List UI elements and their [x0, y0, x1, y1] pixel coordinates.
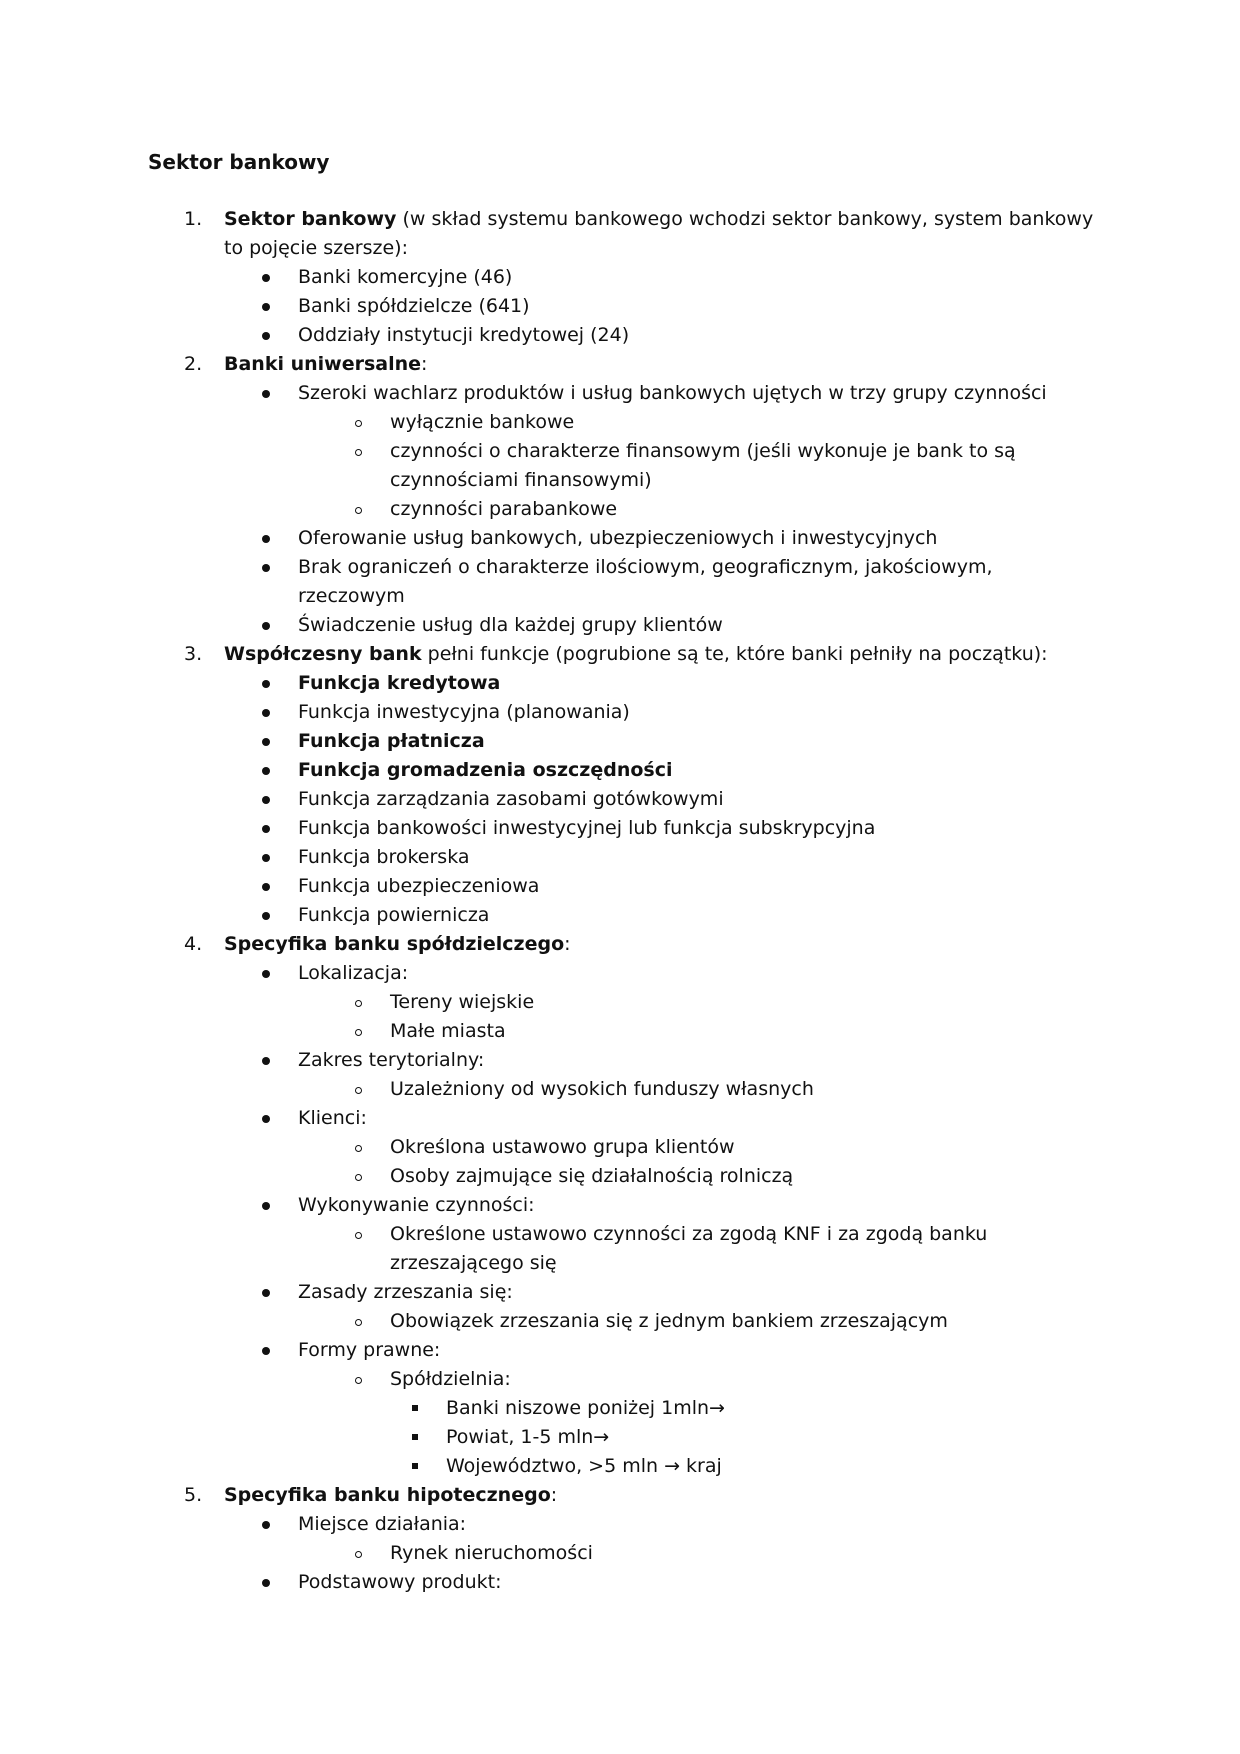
- sub-sub-item: Banki niszowe poniżej 1mln→: [446, 1397, 725, 1419]
- circle-bullet-icon: [355, 449, 362, 456]
- section-text: :: [421, 353, 428, 375]
- bullet-icon: [262, 912, 270, 920]
- sub-item: Małe miasta: [390, 1020, 506, 1042]
- section-bold: Specyfika banku hipotecznego: [224, 1484, 551, 1506]
- bullet-icon: [262, 390, 270, 398]
- section-number: 4.: [184, 933, 203, 955]
- sub-sub-item: Województwo, >5 mln → kraj: [446, 1455, 722, 1477]
- list-item: Funkcja brokerska: [298, 846, 470, 868]
- section-text: :: [564, 933, 571, 955]
- list-item: Wykonywanie czynności:: [298, 1194, 535, 1216]
- section-text: (w skład systemu bankowego wchodzi sektor bankowy, system bankowy: [396, 208, 1094, 230]
- section-bold: Sektor bankowy: [224, 208, 397, 230]
- section-bold: Specyfika banku spółdzielczego: [224, 933, 565, 955]
- bullet-icon: [262, 535, 270, 543]
- circle-bullet-icon: [355, 1000, 362, 1007]
- section-number: 5.: [184, 1484, 203, 1506]
- sub-item: wyłącznie bankowe: [390, 411, 575, 433]
- bullet-icon: [262, 622, 270, 630]
- list-item: Banki komercyjne (46): [298, 266, 513, 288]
- list-item: Klienci:: [298, 1107, 367, 1129]
- bullet-icon: [262, 970, 270, 978]
- bullet-icon: [262, 796, 270, 804]
- sub-item: czynności o charakterze finansowym (jeśli wykonuje je bank to są: [390, 440, 1016, 462]
- section-3-heading: [184, 640, 1048, 669]
- bullet-icon: [262, 1115, 270, 1123]
- list-item: Zasady zrzeszania się:: [298, 1281, 513, 1303]
- list-item: Szeroki wachlarz produktów i usług bankowych ujętych w trzy grupy czynności: [298, 382, 1047, 404]
- sub-item: Spółdzielnia:: [390, 1368, 511, 1390]
- sub-item: Obowiązek zrzeszania się z jednym bankiem zrzeszającym: [390, 1310, 948, 1332]
- sub-item: czynności parabankowe: [390, 498, 618, 520]
- section-1-heading-cont: to pojęcie szersze):: [224, 237, 408, 259]
- circle-bullet-icon: [355, 1232, 362, 1239]
- bullet-icon: [262, 709, 270, 717]
- circle-bullet-icon: [355, 420, 362, 427]
- list-item: Miejsce działania:: [298, 1513, 467, 1535]
- list-item: Świadczenie usług dla każdej grupy klientów: [298, 614, 723, 636]
- bullet-icon: [262, 1579, 270, 1587]
- circle-bullet-icon: [355, 1029, 362, 1036]
- list-item-cont: rzeczowym: [298, 585, 405, 607]
- bullet-icon: [262, 767, 270, 775]
- list-item: Formy prawne:: [298, 1339, 441, 1361]
- sub-item: Określona ustawowo grupa klientów: [390, 1136, 735, 1158]
- circle-bullet-icon: [355, 1377, 362, 1384]
- sub-item: Określone ustawowo czynności za zgodą KNF i za zgodą banku: [390, 1223, 988, 1245]
- bullet-icon: [262, 1057, 270, 1065]
- section-number: 2.: [184, 353, 203, 375]
- bullet-icon: [262, 1521, 270, 1529]
- bullet-icon: [262, 680, 270, 688]
- sub-item: Osoby zajmujące się działalnością rolniczą: [390, 1165, 794, 1187]
- list-item: Funkcja powiernicza: [298, 904, 490, 926]
- list-item: Oferowanie usług bankowych, ubezpieczeniowych i inwestycyjnych: [298, 527, 938, 549]
- square-bullet-icon: [412, 1405, 418, 1411]
- sub-item-cont: czynnościami finansowymi): [390, 469, 652, 491]
- circle-bullet-icon: [355, 1551, 362, 1558]
- bullet-icon: [262, 854, 270, 862]
- circle-bullet-icon: [355, 1174, 362, 1181]
- list-item: Funkcja ubezpieczeniowa: [298, 875, 540, 897]
- bullet-icon: [262, 1347, 270, 1355]
- bullet-icon: [262, 332, 270, 340]
- circle-bullet-icon: [355, 1319, 362, 1326]
- square-bullet-icon: [412, 1463, 418, 1469]
- bullet-icon: [262, 1202, 270, 1210]
- bullet-icon: [262, 883, 270, 891]
- sub-item: Tereny wiejskie: [390, 991, 535, 1013]
- section-text: pełni funkcje (pogrubione są te, które banki pełniły na początku):: [421, 643, 1048, 665]
- section-bold: Współczesny bank: [224, 643, 422, 665]
- list-item: Funkcja zarządzania zasobami gotówkowymi: [298, 788, 724, 810]
- list-item: Brak ograniczeń o charakterze ilościowym, geograficznym, jakościowym,: [298, 556, 993, 578]
- circle-bullet-icon: [355, 1087, 362, 1094]
- section-2-heading: [184, 350, 428, 379]
- sub-item: Rynek nieruchomości: [390, 1542, 593, 1564]
- list-item: Lokalizacja:: [298, 962, 409, 984]
- section-text: :: [550, 1484, 558, 1506]
- bullet-icon: [262, 274, 270, 282]
- list-item: Banki spółdzielcze (641): [298, 295, 530, 317]
- bullet-icon: [262, 1289, 270, 1297]
- circle-bullet-icon: [355, 507, 362, 514]
- square-bullet-icon: [412, 1434, 418, 1440]
- section-1-heading: [184, 205, 1094, 234]
- bullet-icon: [262, 303, 270, 311]
- bullet-icon: [262, 564, 270, 572]
- section-number: 3.: [184, 643, 203, 665]
- sub-item-cont: zrzeszającego się: [390, 1252, 557, 1274]
- list-item: Oddziały instytucji kredytowej (24): [298, 324, 630, 346]
- section-number: 1.: [184, 208, 203, 230]
- sub-item: Uzależniony od wysokich funduszy własnych: [390, 1078, 814, 1100]
- bullet-icon: [262, 825, 270, 833]
- section-4-heading: [184, 930, 571, 959]
- list-item: Funkcja gromadzenia oszczędności: [298, 759, 673, 781]
- page-title: Sektor bankowy: [148, 150, 330, 174]
- list-item: Funkcja bankowości inwestycyjnej lub funkcja subskrypcyjna: [298, 817, 876, 839]
- section-5-heading: [184, 1481, 558, 1510]
- list-item: Podstawowy produkt:: [298, 1571, 502, 1593]
- list-item: Funkcja płatnicza: [298, 730, 485, 752]
- list-item: Zakres terytorialny:: [298, 1049, 485, 1071]
- list-item: Funkcja kredytowa: [298, 672, 501, 694]
- sub-sub-item: Powiat, 1-5 mln→: [446, 1426, 610, 1448]
- bullet-icon: [262, 738, 270, 746]
- list-item: Funkcja inwestycyjna (planowania): [298, 701, 630, 723]
- circle-bullet-icon: [355, 1145, 362, 1152]
- section-bold: Banki uniwersalne: [224, 353, 422, 375]
